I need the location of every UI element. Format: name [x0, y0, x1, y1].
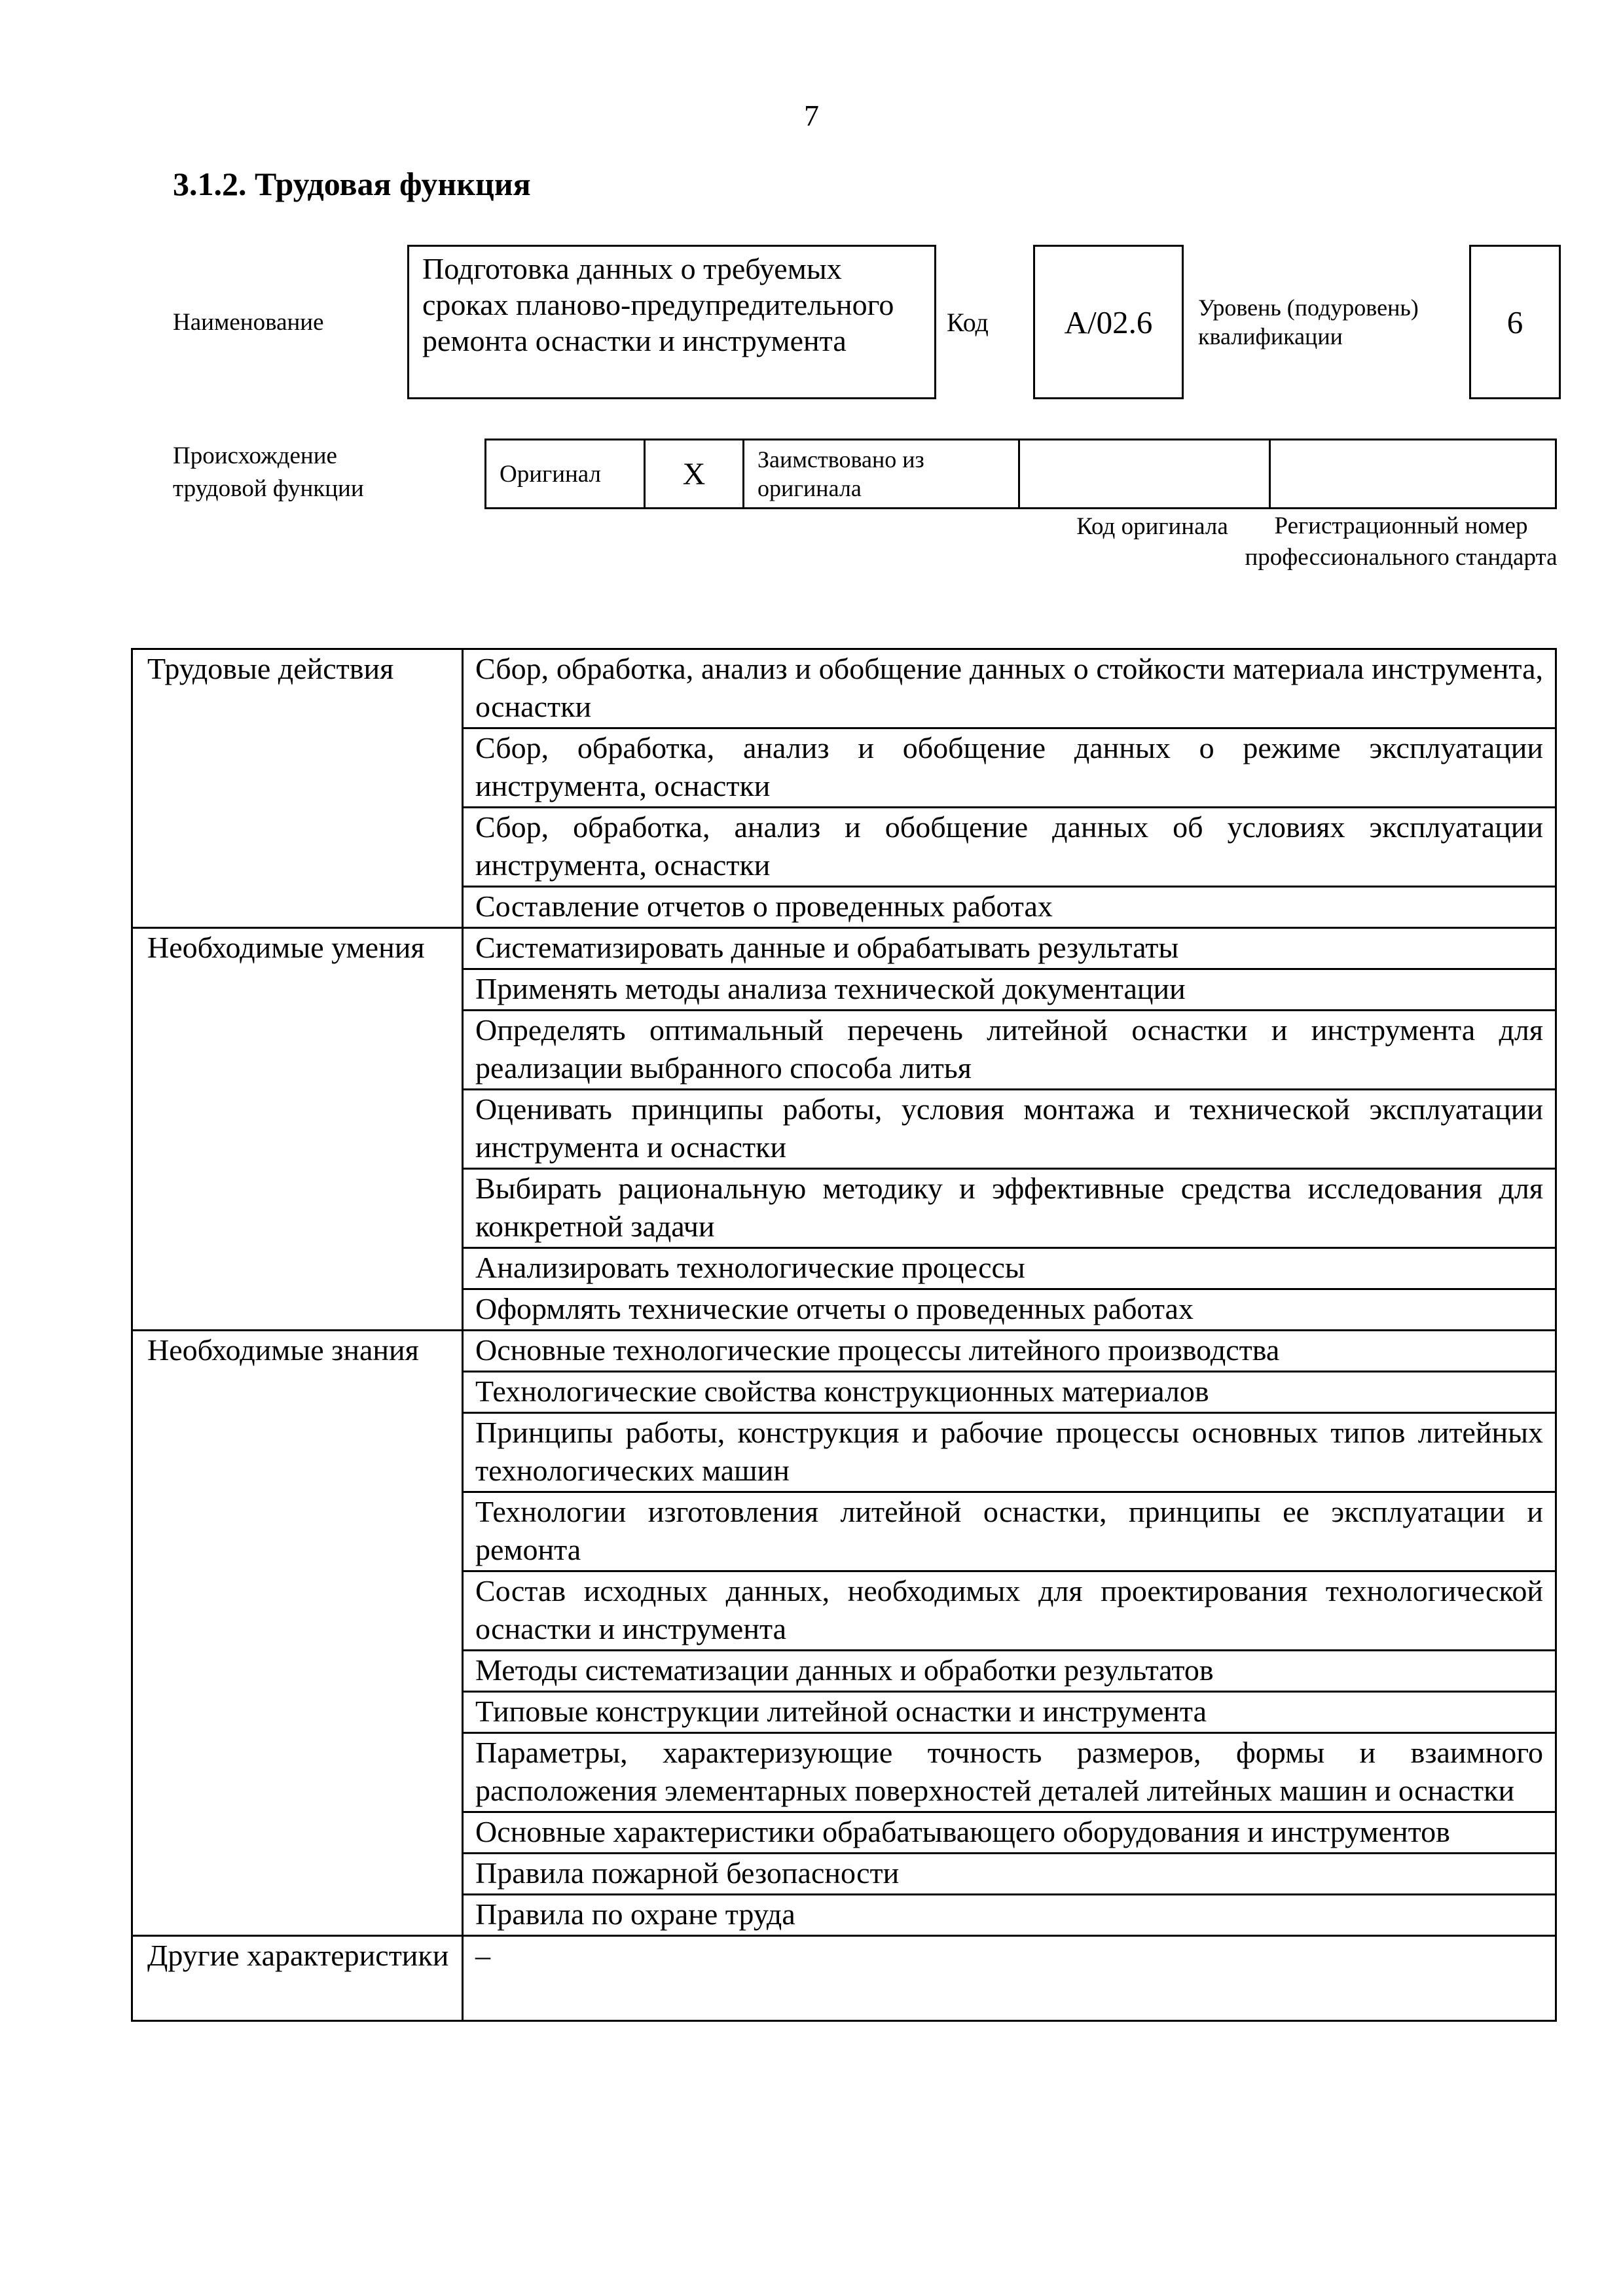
- name-label: Наименование: [173, 309, 324, 336]
- labor-action-item: Составление отчетов о проведенных работах: [463, 887, 1556, 928]
- code-label: Код: [947, 308, 989, 337]
- table-row: [132, 1936, 1556, 2021]
- page-number: 7: [804, 99, 819, 132]
- other-characteristics-value: –: [463, 1936, 1556, 2021]
- reg-number-caption: Регистрационный номер профессионального стандарта: [1245, 512, 1558, 571]
- code-original-cell: [1019, 440, 1270, 509]
- labor-action-item: Сбор, обработка, анализ и обобщение данных об условиях эксплуатации инструмента, оснастки: [463, 808, 1556, 887]
- skill-item: Применять методы анализа технической документации: [463, 969, 1556, 1011]
- skill-item: Оформлять технические отчеты о проведенных работах: [463, 1289, 1556, 1331]
- knowledge-item: Правила по охране труда: [463, 1895, 1556, 1936]
- table-row: [132, 1331, 1556, 1372]
- labor-function-table: [131, 648, 1557, 2022]
- level-value-box: [1469, 245, 1561, 399]
- table-row: [132, 649, 1556, 728]
- knowledge-item: Состав исходных данных, необходимых для проектирования технологической оснастки и инструмента: [463, 1571, 1556, 1651]
- name-value-box: [407, 245, 936, 399]
- required-skills-label: Необходимые умения: [132, 928, 463, 1331]
- code-value-box: [1033, 245, 1184, 399]
- knowledge-item: Параметры, характеризующие точность размеров, формы и взаимного расположения элементарных поверхностей деталей литейных машин и оснастки: [463, 1733, 1556, 1812]
- original-label: Оригинал: [486, 440, 645, 509]
- reg-number-cell: [1270, 440, 1556, 509]
- code-value: А/02.6: [1064, 304, 1153, 340]
- required-knowledge-label: Необходимые знания: [132, 1331, 463, 1936]
- skill-item: Выбирать рациональную методику и эффективные средства исследования для конкретной задачи: [463, 1169, 1556, 1248]
- labor-actions-label: Трудовые действия: [132, 649, 463, 928]
- skill-item: Систематизировать данные и обрабатывать результаты: [463, 928, 1556, 969]
- name-value: Подготовка данных о требуемых сроках планово-предупредительного ремонта оснастки и инструмента: [422, 252, 894, 357]
- table-row: [132, 928, 1556, 969]
- borrowed-label: Заимствовано из оригинала: [744, 440, 1019, 509]
- origin-table: [484, 439, 1557, 509]
- skill-item: Анализировать технологические процессы: [463, 1248, 1556, 1289]
- labor-action-item: Сбор, обработка, анализ и обобщение данных о стойкости материала инструмента, оснастки: [463, 649, 1556, 728]
- knowledge-item: Технологии изготовления литейной оснастки, принципы ее эксплуатации и ремонта: [463, 1492, 1556, 1571]
- level-value: 6: [1506, 304, 1523, 340]
- skill-item: Определять оптимальный перечень литейной оснастки и инструмента для реализации выбранного способа литья: [463, 1011, 1556, 1090]
- knowledge-item: Технологические свойства конструкционных материалов: [463, 1372, 1556, 1413]
- other-characteristics-label: Другие характеристики: [132, 1936, 463, 2021]
- skill-item: Оценивать принципы работы, условия монтажа и технической эксплуатации инструмента и оснастки: [463, 1090, 1556, 1169]
- knowledge-item: Принципы работы, конструкция и рабочие процессы основных типов литейных технологических машин: [463, 1413, 1556, 1492]
- knowledge-item: Методы систематизации данных и обработки результатов: [463, 1651, 1556, 1692]
- knowledge-item: Типовые конструкции литейной оснастки и инструмента: [463, 1692, 1556, 1733]
- level-label: Уровень (подуровень) квалификации: [1198, 295, 1419, 350]
- knowledge-item: Основные характеристики обрабатывающего оборудования и инструментов: [463, 1812, 1556, 1854]
- labor-action-item: Сбор, обработка, анализ и обобщение данных о режиме эксплуатации инструмента, оснастки: [463, 728, 1556, 808]
- knowledge-item: Правила пожарной безопасности: [463, 1854, 1556, 1895]
- original-mark: X: [645, 440, 744, 509]
- knowledge-item: Основные технологические процессы литейного производства: [463, 1331, 1556, 1372]
- section-title: 3.1.2. Трудовая функция: [173, 166, 531, 202]
- origin-label: Происхождение трудовой функции: [173, 442, 364, 502]
- code-original-caption: Код оригинала: [1076, 513, 1228, 540]
